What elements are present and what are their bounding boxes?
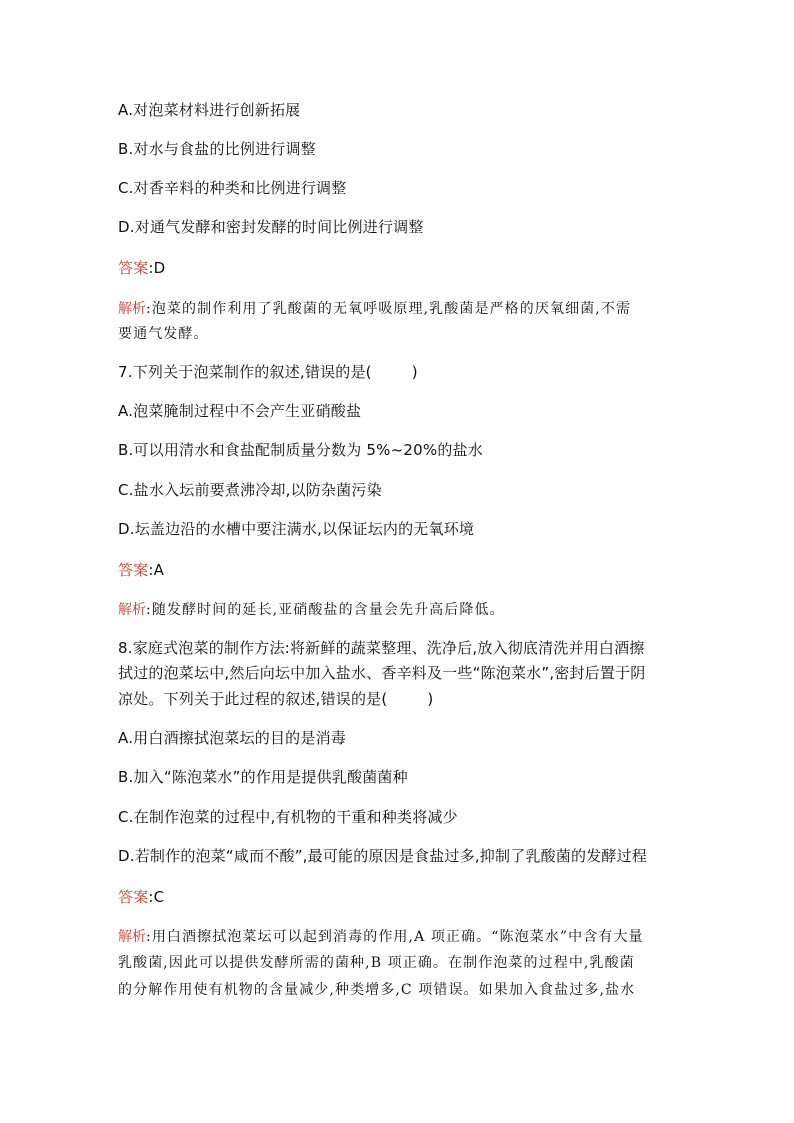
answer-value: :D xyxy=(148,259,166,277)
q8-answer xyxy=(118,887,164,907)
q8-analysis-line-1 xyxy=(118,927,644,947)
q8-analysis-line-2: 乳酸菌,因此可以提供发酵所需的菌种,B 项正确。在制作泡菜的过程中,乳酸菌 xyxy=(118,955,635,971)
q6-option-c: C.对香辛料的种类和比例进行调整 xyxy=(118,179,347,197)
analysis-text: :随发酵时间的延长,亚硝酸盐的含量会先升高后降低。 xyxy=(146,602,505,618)
q7-option-d: D.坛盖边沿的水槽中要注满水,以保证坛内的无氧环境 xyxy=(118,520,475,538)
answer-value: :A xyxy=(148,561,165,579)
q7-stem-close: ) xyxy=(411,363,418,381)
analysis-label: 解析 xyxy=(118,301,146,317)
q8-option-d: D.若制作的泡菜“咸而不酸”,最可能的原因是食盐过多,抑制了乳酸菌的发酵过程 xyxy=(118,847,647,865)
q7-stem xyxy=(118,362,418,382)
q8-option-c: C.在制作泡菜的过程中,有机物的干重和种类将减少 xyxy=(118,808,458,826)
q7-answer xyxy=(118,560,164,580)
q6-option-a: A.对泡菜材料进行创新拓展 xyxy=(118,101,301,119)
q7-stem-text: 7.下列关于泡菜制作的叙述,错误的是( xyxy=(118,363,372,381)
q7-option-b: B.可以用清水和食盐配制质量分数为 5%~20%的盐水 xyxy=(118,441,483,459)
q8-stem-line-3 xyxy=(118,689,433,709)
q6-answer xyxy=(118,258,165,278)
q8-stem-text: 凉处。下列关于此过程的叙述,错误的是( xyxy=(118,690,388,708)
q8-option-a: A.用白酒擦拭泡菜坛的目的是消毒 xyxy=(118,729,346,747)
q7-option-a: A.泡菜腌制过程中不会产生亚硝酸盐 xyxy=(118,402,362,420)
analysis-text: :泡菜的制作利用了乳酸菌的无氧呼吸原理,乳酸菌是严格的厌氧细菌,不需 xyxy=(146,301,632,317)
q6-option-d: D.对通气发酵和密封发酵的时间比例进行调整 xyxy=(118,218,424,236)
analysis-label: 解析 xyxy=(118,929,146,945)
answer-label: 答案 xyxy=(118,561,149,579)
q8-analysis-line-3: 的分解作用使有机物的含量减少,种类增多,C 项错误。如果加入食盐过多,盐水 xyxy=(118,982,636,998)
q8-stem-line-2: 拭过的泡菜坛中,然后向坛中加入盐水、香辛料及一些“陈泡菜水”,密封后置于阴 xyxy=(118,664,646,682)
q8-stem-close: ) xyxy=(427,690,434,708)
answer-value: :C xyxy=(148,888,165,906)
q7-option-c: C.盐水入坛前要煮沸冷却,以防杂菌污染 xyxy=(118,481,382,499)
analysis-text: :用白酒擦拭泡菜坛可以起到消毒的作用,A 项正确。“陈泡菜水”中含有大量 xyxy=(146,929,644,945)
q6-analysis-line-2: 要通气发酵。 xyxy=(118,326,209,342)
q7-analysis-line-1 xyxy=(118,600,505,620)
q6-analysis-line-1 xyxy=(118,299,631,319)
answer-label: 答案 xyxy=(118,259,149,277)
answer-label: 答案 xyxy=(118,888,149,906)
analysis-label: 解析 xyxy=(118,602,146,618)
q8-option-b: B.加入“陈泡菜水”的作用是提供乳酸菌菌种 xyxy=(118,768,408,786)
q8-stem-line-1: 8.家庭式泡菜的制作方法:将新鲜的蔬菜整理、洗净后,放入彻底清洗并用白酒擦 xyxy=(118,639,645,657)
q6-option-b: B.对水与食盐的比例进行调整 xyxy=(118,140,316,158)
